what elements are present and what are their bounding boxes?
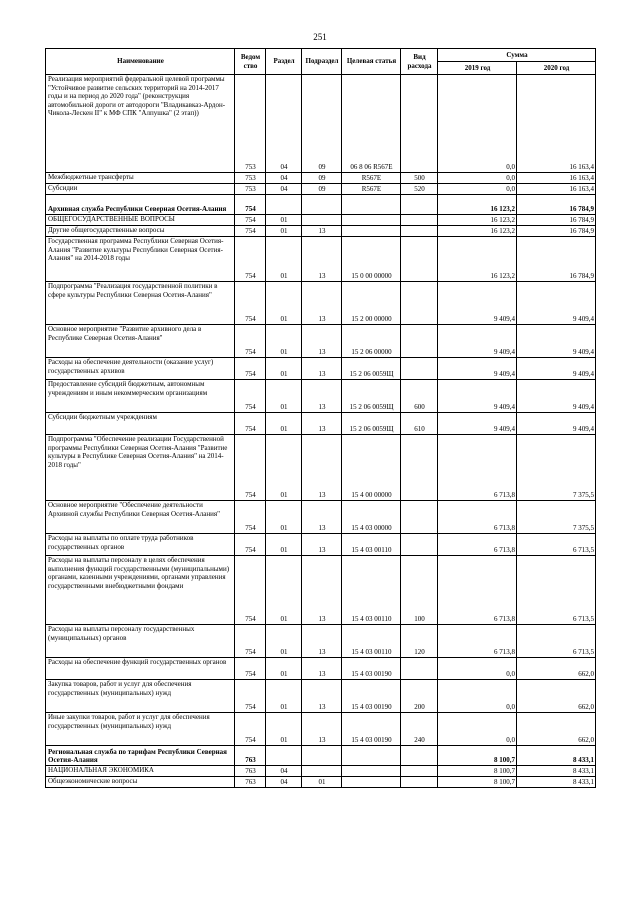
cell-vedom: 763 [235, 777, 266, 788]
cell-vedom: 754 [235, 215, 266, 226]
cell-vid: 200 [401, 680, 438, 713]
cell-razdel: 01 [266, 215, 302, 226]
cell-vedom: 754 [235, 195, 266, 215]
cell-podrazdel: 13 [302, 534, 342, 556]
header-vedom: Ведом ство [235, 49, 266, 75]
cell-2020: 9 409,4 [517, 358, 596, 380]
cell-name: Архивная служба Республики Северная Осетия-Алания [46, 195, 235, 215]
cell-2020: 16 163,4 [517, 173, 596, 184]
cell-vid [401, 658, 438, 680]
cell-name: Государственная программа Республики Северная Осетия-Алания "Развитие культуры Республики Северная Осетия-Алания" на 2014-2018 годы [46, 237, 235, 282]
table-row [46, 680, 596, 713]
cell-vedom: 754 [235, 625, 266, 658]
cell-podrazdel: 13 [302, 501, 342, 534]
table-row [46, 75, 596, 173]
cell-razdel: 01 [266, 237, 302, 282]
cell-razdel: 01 [266, 680, 302, 713]
table-row [46, 413, 596, 435]
cell-celevaya: 15 2 06 00000 [342, 325, 401, 358]
cell-vid: 520 [401, 184, 438, 195]
cell-razdel: 01 [266, 713, 302, 746]
cell-podrazdel: 13 [302, 380, 342, 413]
cell-2020: 9 409,4 [517, 380, 596, 413]
header-vid: Вид расхода [401, 49, 438, 75]
cell-2019: 8 100,7 [438, 746, 517, 766]
cell-vid: 240 [401, 713, 438, 746]
header-2020: 2020 год [517, 62, 596, 75]
cell-2020: 16 784,9 [517, 195, 596, 215]
cell-name: НАЦИОНАЛЬНАЯ ЭКОНОМИКА [46, 766, 235, 777]
cell-celevaya: 15 4 03 00000 [342, 501, 401, 534]
cell-2019: 6 713,8 [438, 534, 517, 556]
cell-2020: 8 433,1 [517, 766, 596, 777]
cell-name: Расходы на выплаты по оплате труда работников государственных органов [46, 534, 235, 556]
cell-2019: 8 100,7 [438, 766, 517, 777]
cell-2019: 0,0 [438, 75, 517, 173]
cell-name: Расходы на выплаты персоналу государственных (муниципальных) органов [46, 625, 235, 658]
cell-vedom: 763 [235, 746, 266, 766]
table-row [46, 173, 596, 184]
cell-vid [401, 237, 438, 282]
cell-celevaya: R567E [342, 173, 401, 184]
table-row [46, 195, 596, 215]
cell-2019: 6 713,8 [438, 435, 517, 501]
cell-razdel: 01 [266, 226, 302, 237]
table-row [46, 282, 596, 325]
table-row [46, 226, 596, 237]
cell-2020: 9 409,4 [517, 413, 596, 435]
cell-2019: 6 713,8 [438, 556, 517, 625]
cell-podrazdel: 13 [302, 413, 342, 435]
table-row [46, 358, 596, 380]
cell-2020: 16 163,4 [517, 184, 596, 195]
cell-podrazdel: 13 [302, 556, 342, 625]
cell-podrazdel: 09 [302, 173, 342, 184]
cell-celevaya: R567E [342, 184, 401, 195]
cell-vid [401, 195, 438, 215]
cell-celevaya: 15 0 00 00000 [342, 237, 401, 282]
cell-name: ОБЩЕГОСУДАРСТВЕННЫЕ ВОПРОСЫ [46, 215, 235, 226]
cell-2019: 16 123,2 [438, 195, 517, 215]
cell-vedom: 754 [235, 413, 266, 435]
cell-celevaya: 15 4 03 00110 [342, 625, 401, 658]
header-razdel: Раздел [266, 49, 302, 75]
cell-razdel: 01 [266, 625, 302, 658]
cell-razdel: 01 [266, 413, 302, 435]
header-celevaya: Целевая статья [342, 49, 401, 75]
cell-name: Закупка товаров, работ и услуг для обеспечения государственных (муниципальных) нужд [46, 680, 235, 713]
cell-vedom: 754 [235, 658, 266, 680]
table-row [46, 766, 596, 777]
cell-2019: 0,0 [438, 680, 517, 713]
cell-2019: 9 409,4 [438, 413, 517, 435]
cell-vid: 610 [401, 413, 438, 435]
cell-2019: 0,0 [438, 173, 517, 184]
cell-vedom: 763 [235, 766, 266, 777]
cell-2020: 662,0 [517, 680, 596, 713]
table-row [46, 501, 596, 534]
cell-vedom: 754 [235, 680, 266, 713]
cell-vedom: 754 [235, 534, 266, 556]
cell-vid: 120 [401, 625, 438, 658]
cell-razdel [266, 195, 302, 215]
cell-podrazdel: 13 [302, 282, 342, 325]
cell-vedom: 754 [235, 501, 266, 534]
cell-name: Другие общегосударственные вопросы [46, 226, 235, 237]
table-row [46, 713, 596, 746]
cell-razdel: 04 [266, 184, 302, 195]
cell-vid [401, 215, 438, 226]
table-row [46, 435, 596, 501]
table-row [46, 556, 596, 625]
cell-name: Предоставление субсидий бюджетным, автономным учреждениям и иным некоммерческим организациям [46, 380, 235, 413]
cell-podrazdel: 13 [302, 237, 342, 282]
cell-2020: 6 713,5 [517, 534, 596, 556]
cell-2019: 9 409,4 [438, 380, 517, 413]
cell-name: Расходы на обеспечение функций государственных органов [46, 658, 235, 680]
cell-celevaya: 15 2 06 0059Щ [342, 358, 401, 380]
header-summa: Сумма [438, 49, 596, 62]
cell-celevaya: 15 2 06 0059Щ [342, 380, 401, 413]
cell-razdel: 01 [266, 501, 302, 534]
cell-razdel: 01 [266, 534, 302, 556]
cell-razdel: 01 [266, 358, 302, 380]
cell-celevaya: 15 4 03 00110 [342, 556, 401, 625]
cell-razdel: 01 [266, 325, 302, 358]
cell-2020: 7 375,5 [517, 435, 596, 501]
cell-podrazdel: 13 [302, 713, 342, 746]
cell-2020: 16 784,9 [517, 237, 596, 282]
cell-2019: 6 713,8 [438, 625, 517, 658]
cell-vedom: 754 [235, 380, 266, 413]
cell-2020: 8 433,1 [517, 777, 596, 788]
table-row [46, 746, 596, 766]
cell-vid [401, 746, 438, 766]
cell-2019: 8 100,7 [438, 777, 517, 788]
cell-2020: 9 409,4 [517, 282, 596, 325]
cell-razdel: 01 [266, 282, 302, 325]
cell-podrazdel: 13 [302, 325, 342, 358]
cell-2019: 0,0 [438, 658, 517, 680]
cell-vid: 600 [401, 380, 438, 413]
cell-razdel: 04 [266, 75, 302, 173]
cell-celevaya [342, 777, 401, 788]
cell-razdel: 01 [266, 435, 302, 501]
cell-vedom: 754 [235, 713, 266, 746]
cell-vid [401, 282, 438, 325]
table-row [46, 184, 596, 195]
cell-razdel: 01 [266, 380, 302, 413]
cell-podrazdel: 09 [302, 75, 342, 173]
cell-vedom: 754 [235, 435, 266, 501]
cell-celevaya: 15 2 06 0059Щ [342, 413, 401, 435]
cell-2020: 6 713,5 [517, 556, 596, 625]
cell-name: Общеэкономические вопросы [46, 777, 235, 788]
cell-name: Подпрограмма "Реализация государственной политики в сфере культуры Республики Северная Осетия-Алания" [46, 282, 235, 325]
cell-vid [401, 766, 438, 777]
cell-celevaya: 15 4 03 00190 [342, 713, 401, 746]
header-podrazdel: Подраздел [302, 49, 342, 75]
cell-vedom: 753 [235, 173, 266, 184]
budget-table [45, 48, 596, 788]
page-number: 251 [313, 32, 327, 42]
cell-celevaya: 15 4 03 00190 [342, 658, 401, 680]
cell-name: Расходы на выплаты персоналу в целях обеспечения выполнения функций государственными (муниципальными) органами, казенными учреждениями, органами управления государственными внебюджетными фондами [46, 556, 235, 625]
cell-podrazdel: 13 [302, 226, 342, 237]
cell-celevaya [342, 195, 401, 215]
cell-razdel [266, 746, 302, 766]
cell-2019: 9 409,4 [438, 282, 517, 325]
cell-vid [401, 75, 438, 173]
cell-vid [401, 358, 438, 380]
cell-razdel: 04 [266, 777, 302, 788]
header-2019: 2019 год [438, 62, 517, 75]
cell-vid [401, 501, 438, 534]
cell-vid [401, 534, 438, 556]
cell-celevaya: 06 8 06 R567E [342, 75, 401, 173]
cell-vedom: 754 [235, 282, 266, 325]
cell-celevaya [342, 215, 401, 226]
cell-podrazdel [302, 766, 342, 777]
cell-name: Основное мероприятие "Развитие архивного дела в Республике Северная Осетия-Алания" [46, 325, 235, 358]
cell-2019: 6 713,8 [438, 501, 517, 534]
cell-vid [401, 226, 438, 237]
cell-2019: 0,0 [438, 184, 517, 195]
cell-vid [401, 325, 438, 358]
cell-name: Иные закупки товаров, работ и услуг для обеспечения государственных (муниципальных) нужд [46, 713, 235, 746]
cell-vedom: 753 [235, 75, 266, 173]
cell-vedom: 754 [235, 556, 266, 625]
cell-razdel: 01 [266, 556, 302, 625]
header-name: Наименование [46, 49, 235, 75]
cell-2020: 16 784,9 [517, 226, 596, 237]
cell-2020: 6 713,5 [517, 625, 596, 658]
cell-name: Субсидии бюджетным учреждениям [46, 413, 235, 435]
cell-razdel: 01 [266, 658, 302, 680]
cell-name: Межбюджетные трансферты [46, 173, 235, 184]
cell-vid [401, 777, 438, 788]
cell-podrazdel: 13 [302, 435, 342, 501]
cell-name: Расходы на обеспечение деятельности (оказание услуг) государственных архивов [46, 358, 235, 380]
cell-celevaya [342, 746, 401, 766]
cell-2019: 16 123,2 [438, 237, 517, 282]
cell-2019: 9 409,4 [438, 325, 517, 358]
cell-celevaya: 15 4 03 00110 [342, 534, 401, 556]
cell-2020: 9 409,4 [517, 325, 596, 358]
cell-2019: 0,0 [438, 713, 517, 746]
cell-2019: 16 123,2 [438, 215, 517, 226]
cell-podrazdel: 01 [302, 777, 342, 788]
cell-celevaya [342, 766, 401, 777]
cell-2020: 662,0 [517, 713, 596, 746]
cell-vedom: 754 [235, 358, 266, 380]
cell-2020: 16 784,9 [517, 215, 596, 226]
cell-vedom: 754 [235, 325, 266, 358]
cell-celevaya [342, 226, 401, 237]
cell-podrazdel: 13 [302, 625, 342, 658]
cell-2019: 16 123,2 [438, 226, 517, 237]
cell-podrazdel [302, 195, 342, 215]
cell-podrazdel: 13 [302, 680, 342, 713]
cell-podrazdel [302, 746, 342, 766]
cell-razdel: 04 [266, 173, 302, 184]
table-row [46, 658, 596, 680]
cell-name: Региональная служба по тарифам Республики Северная Осетия-Алания [46, 746, 235, 766]
table-row [46, 625, 596, 658]
cell-2020: 7 375,5 [517, 501, 596, 534]
table-row [46, 237, 596, 282]
cell-name: Подпрограмма "Обеспечение реализации Государственной программы Республики Северная Осетия-Алания "Развитие культуры в Республике Северная Осетия-Алания" на 2014-2018 годы" [46, 435, 235, 501]
cell-podrazdel: 13 [302, 658, 342, 680]
table-body [46, 75, 596, 788]
cell-podrazdel: 13 [302, 358, 342, 380]
cell-2020: 16 163,4 [517, 75, 596, 173]
table-row [46, 534, 596, 556]
cell-celevaya: 15 2 00 00000 [342, 282, 401, 325]
cell-2020: 662,0 [517, 658, 596, 680]
cell-name: Субсидии [46, 184, 235, 195]
cell-vedom: 754 [235, 226, 266, 237]
cell-vid: 100 [401, 556, 438, 625]
table-row [46, 380, 596, 413]
cell-razdel: 04 [266, 766, 302, 777]
cell-celevaya: 15 4 03 00190 [342, 680, 401, 713]
cell-podrazdel: 09 [302, 184, 342, 195]
cell-2019: 9 409,4 [438, 358, 517, 380]
table-row [46, 777, 596, 788]
cell-vedom: 753 [235, 184, 266, 195]
table-row [46, 325, 596, 358]
cell-vid: 500 [401, 173, 438, 184]
cell-name: Реализация мероприятий федеральной целевой программы "Устойчивое развитие сельских территорий на 2014-2017 годы и на период до 2020 года" (реконструкция автомобильной дороги от автодороги "Владикавказ-Ардон-Чикола-Лескен II" к МФ СПК "Алпушка" (2 этап)) [46, 75, 235, 173]
table-row [46, 215, 596, 226]
cell-podrazdel [302, 215, 342, 226]
cell-vid [401, 435, 438, 501]
cell-vedom: 754 [235, 237, 266, 282]
cell-2020: 8 433,1 [517, 746, 596, 766]
cell-celevaya: 15 4 00 00000 [342, 435, 401, 501]
cell-name: Основное мероприятие "Обеспечение деятельности Архивной службы Республики Северная Осетия-Алания" [46, 501, 235, 534]
